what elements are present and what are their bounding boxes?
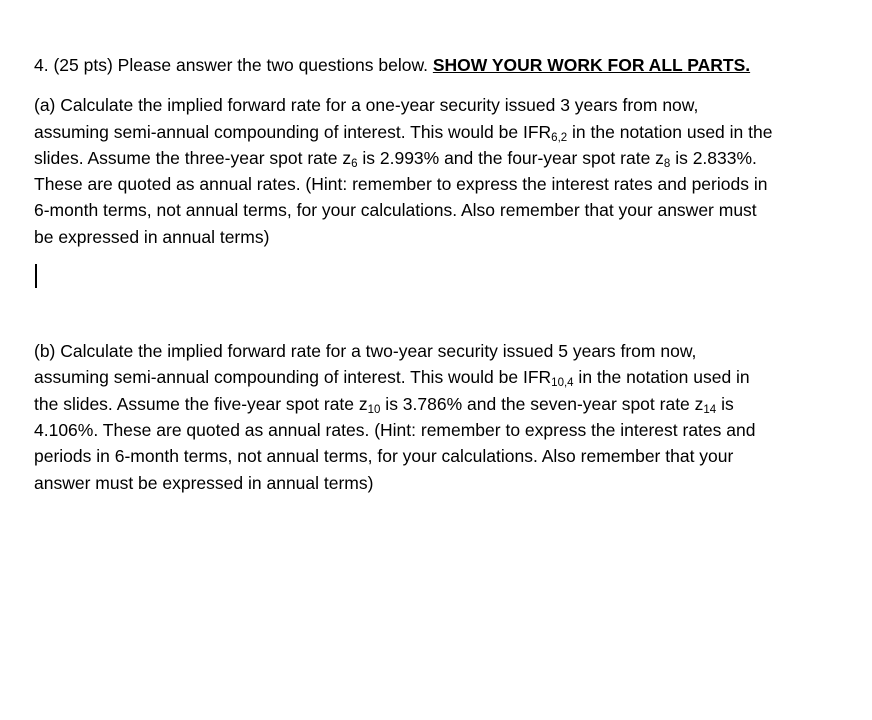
- subscript: 10: [367, 403, 381, 416]
- part-b-paragraph: [34, 338, 834, 496]
- part-a-line: assuming semi-annual compounding of interest. This would be $IFR_{6,2}$ in the notation used in the: [34, 121, 773, 144]
- part-a-line: be expressed in annual terms): [34, 226, 270, 247]
- subscript: 6: [351, 157, 358, 170]
- text-cursor: [35, 264, 37, 288]
- part-b-line: answer must be expressed in annual terms): [34, 472, 374, 493]
- part-a-line: 6-month terms, not annual terms, for your calculations. Also remember that your answer must: [34, 200, 757, 221]
- part-b-line: the slides. Assume the five-year spot rate $z_{10}$ is 3.786% and the seven-year spot rate $z_{14}$ is: [34, 393, 734, 416]
- heading-text: 4. (25 pts) Please answer the two questions below.: [34, 55, 428, 75]
- part-b-line: 4.106%. These are quoted as annual rates. (Hint: remember to express the interest rates and: [34, 419, 756, 440]
- part-a-line: (a) Calculate the implied forward rate for a one-year security issued 3 years from now,: [34, 95, 699, 116]
- part-b-line: periods in 6-month terms, not annual terms, for your calculations. Also remember that your: [34, 446, 734, 467]
- answer-area-a[interactable]: [34, 250, 834, 338]
- subscript: 8: [663, 157, 671, 170]
- part-b-line: (b) Calculate the implied forward rate for a two-year security issued 5 years from now,: [34, 341, 697, 362]
- heading-emphasis: SHOW YOUR WORK FOR ALL PARTS.: [432, 55, 751, 75]
- part-a-line: slides. Assume the three-year spot rate $z_6$ is 2.993% and the four-year spot rate $z_8$ is 2.833%.: [34, 147, 757, 170]
- part-a-paragraph: [34, 92, 834, 250]
- document-body: [34, 52, 834, 496]
- subscript: 14: [703, 403, 717, 416]
- part-a-line: These are quoted as annual rates. (Hint: remember to express the interest rates and periods in: [34, 174, 768, 195]
- subscript: 6,2: [551, 131, 568, 144]
- part-b-line: assuming semi-annual compounding of interest. This would be $IFR_{10,4}$ in the notation used in: [34, 367, 750, 390]
- question-heading: [34, 52, 834, 78]
- subscript: 10,4: [551, 377, 574, 390]
